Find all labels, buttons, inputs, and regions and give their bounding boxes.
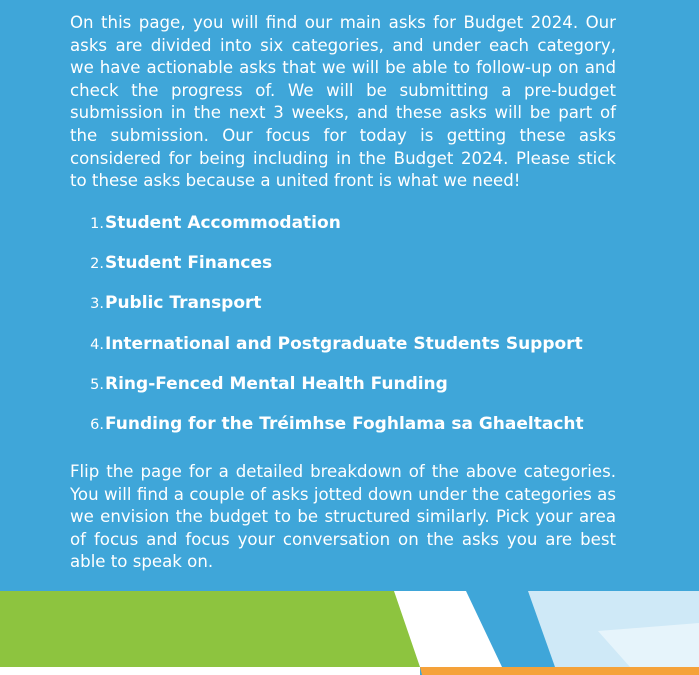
list-item	[80, 374, 584, 414]
list-item	[80, 213, 584, 253]
ask-international-postgraduate-support: International and Postgraduate Students Support	[105, 333, 583, 354]
asks-list	[80, 213, 584, 454]
decorative-footer-banner	[0, 591, 699, 675]
list-item	[80, 293, 584, 333]
ask-public-transport: Public Transport	[105, 293, 262, 314]
list-item	[80, 253, 584, 293]
footer-white-edge	[0, 667, 420, 675]
list-item-number: 4.	[90, 336, 104, 353]
list-item-number: 6.	[90, 416, 104, 433]
list-item-number: 5.	[90, 376, 104, 393]
list-item-number: 2.	[90, 256, 104, 273]
footer-orange-stripe	[420, 667, 699, 675]
ask-gaeltacht-funding: Funding for the Tréimhse Foghlama sa Ghaeltacht	[105, 413, 584, 434]
list-item-number: 3.	[90, 296, 104, 313]
ask-student-finances: Student Finances	[105, 253, 273, 274]
ask-mental-health-funding: Ring-Fenced Mental Health Funding	[105, 373, 448, 394]
footer-green-band	[0, 591, 420, 667]
closing-paragraph: Flip the page for a detailed breakdown of the above categories. You will find a couple of asks jotted down under the categories as we envision the budget to be structured similarly. Pick your area of focus and focus your conversation on the asks you are best able to speak on.	[70, 462, 616, 572]
intro-paragraph: On this page, you will find our main asks for Budget 2024. Our asks are divided into six categories, and under each category, we have actionable asks that we will be able to follow-up on and check the progress of. We will be submitting a pre-budget submission in the next 3 weeks, and these asks will be part of the submission. Our focus for today is getting these asks considered for being including in the Budget 2024. Please stick to these asks because a united front is what we need!	[70, 13, 616, 191]
ask-student-accommodation: Student Accommodation	[105, 213, 341, 233]
list-item	[80, 414, 584, 454]
list-item	[80, 334, 584, 374]
list-item-number: 1.	[90, 216, 104, 232]
